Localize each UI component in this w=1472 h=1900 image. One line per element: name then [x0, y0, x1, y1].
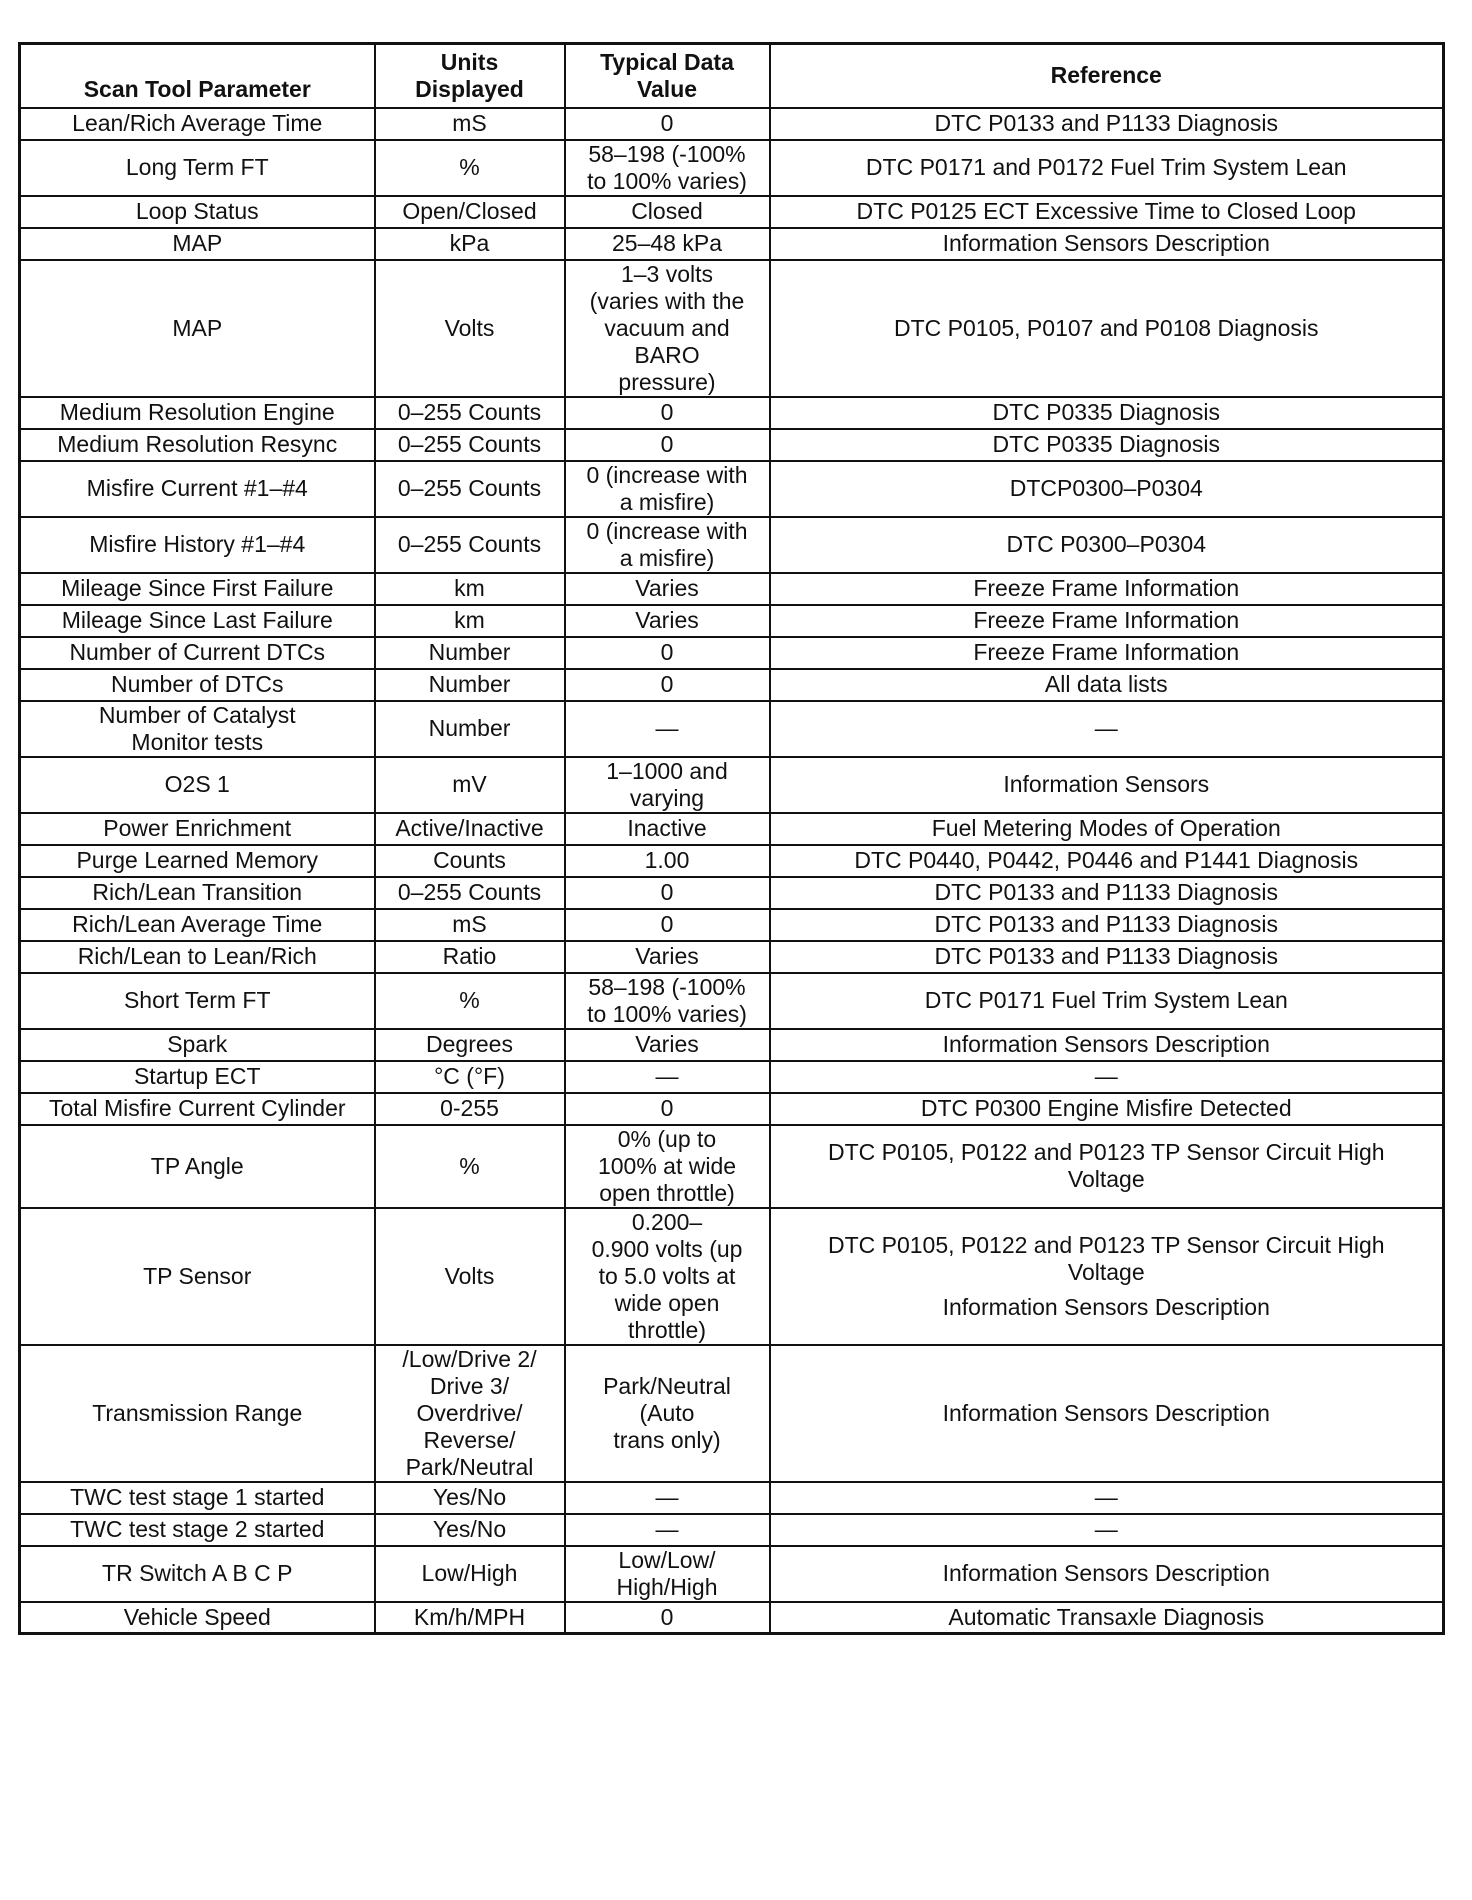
reference-line: DTC P0335 Diagnosis: [992, 399, 1221, 425]
reference-line: DTC P0133 and P1133 Diagnosis: [934, 879, 1278, 905]
cell-typical-data-value: Varies: [565, 605, 770, 637]
cell-typical-data-value: 0: [565, 669, 770, 701]
cell-reference: [770, 1029, 1444, 1061]
cell-typical-data-value: 25–48 kPa: [565, 228, 770, 260]
reference-line: DTC P0133 and P1133 Diagnosis: [934, 911, 1278, 937]
cell-units-displayed: Number: [375, 701, 565, 757]
cell-scan-tool-parameter: TP Angle: [20, 1125, 375, 1208]
cell-units-displayed: Open/Closed: [375, 196, 565, 228]
header-units-displayed: Units Displayed: [375, 44, 565, 108]
cell-units-displayed: mS: [375, 909, 565, 941]
cell-units-displayed: mS: [375, 108, 565, 140]
header-reference: Reference: [770, 44, 1444, 108]
cell-units-displayed: km: [375, 573, 565, 605]
table-row: [20, 397, 1444, 429]
cell-reference: [770, 260, 1444, 397]
cell-scan-tool-parameter: Vehicle Speed: [20, 1602, 375, 1634]
cell-reference: [770, 429, 1444, 461]
cell-units-displayed: 0–255 Counts: [375, 517, 565, 573]
table-row: [20, 973, 1444, 1029]
cell-reference: [770, 573, 1444, 605]
table-row: [20, 637, 1444, 669]
cell-scan-tool-parameter: Transmission Range: [20, 1345, 375, 1482]
cell-scan-tool-parameter: Mileage Since Last Failure: [20, 605, 375, 637]
cell-units-displayed: 0–255 Counts: [375, 397, 565, 429]
reference-line: Information Sensors Description: [942, 1031, 1270, 1057]
cell-reference: [770, 669, 1444, 701]
table-row: [20, 701, 1444, 757]
cell-units-displayed: km: [375, 605, 565, 637]
cell-units-displayed: 0–255 Counts: [375, 877, 565, 909]
cell-typical-data-value: —: [565, 1061, 770, 1093]
table-row: [20, 1061, 1444, 1093]
scan-tool-data-sheet: [18, 42, 1442, 1635]
reference-line: DTC P0300–P0304: [1006, 531, 1206, 557]
cell-reference: [770, 1125, 1444, 1208]
cell-typical-data-value: Low/Low/ High/High: [565, 1546, 770, 1602]
cell-scan-tool-parameter: Rich/Lean Transition: [20, 877, 375, 909]
reference-line: Freeze Frame Information: [973, 639, 1240, 665]
cell-typical-data-value: 0 (increase with a misfire): [565, 461, 770, 517]
cell-scan-tool-parameter: Power Enrichment: [20, 813, 375, 845]
cell-reference: [770, 1514, 1444, 1546]
reference-line: DTC P0105, P0107 and P0108 Diagnosis: [893, 314, 1319, 341]
reference-line: Information Sensors Description: [942, 1399, 1270, 1426]
cell-scan-tool-parameter: Long Term FT: [20, 140, 375, 196]
cell-scan-tool-parameter: MAP: [20, 260, 375, 397]
table-row: [20, 877, 1444, 909]
table-row: [20, 1602, 1444, 1634]
cell-units-displayed: Low/High: [375, 1546, 565, 1602]
cell-typical-data-value: Varies: [565, 1029, 770, 1061]
cell-reference: [770, 1602, 1444, 1634]
table-row: [20, 108, 1444, 140]
cell-typical-data-value: 0: [565, 1602, 770, 1634]
cell-typical-data-value: Varies: [565, 573, 770, 605]
cell-units-displayed: Active/Inactive: [375, 813, 565, 845]
cell-typical-data-value: 0: [565, 909, 770, 941]
table-row: [20, 1514, 1444, 1546]
cell-typical-data-value: Varies: [565, 941, 770, 973]
cell-scan-tool-parameter: TWC test stage 1 started: [20, 1482, 375, 1514]
table-row: [20, 669, 1444, 701]
reference-line: Fuel Metering Modes of Operation: [931, 815, 1281, 841]
cell-scan-tool-parameter: Misfire History #1–#4: [20, 517, 375, 573]
cell-reference: [770, 637, 1444, 669]
cell-scan-tool-parameter: Mileage Since First Failure: [20, 573, 375, 605]
table-row: [20, 1546, 1444, 1602]
cell-units-displayed: %: [375, 1125, 565, 1208]
cell-typical-data-value: —: [565, 701, 770, 757]
cell-typical-data-value: Closed: [565, 196, 770, 228]
table-row: [20, 573, 1444, 605]
cell-reference: [770, 228, 1444, 260]
reference-line: Information Sensors Description: [942, 1560, 1270, 1586]
reference-line: DTC P0133 and P1133 Diagnosis: [934, 943, 1278, 969]
cell-scan-tool-parameter: MAP: [20, 228, 375, 260]
table-row: [20, 845, 1444, 877]
reference-line: DTCP0300–P0304: [1009, 475, 1203, 501]
cell-units-displayed: Yes/No: [375, 1482, 565, 1514]
cell-typical-data-value: 1–1000 and varying: [565, 757, 770, 813]
cell-units-displayed: Km/h/MPH: [375, 1602, 565, 1634]
cell-reference: [770, 108, 1444, 140]
cell-reference: [770, 1061, 1444, 1093]
cell-scan-tool-parameter: Number of DTCs: [20, 669, 375, 701]
reference-line: All data lists: [1044, 671, 1168, 697]
cell-units-displayed: Number: [375, 669, 565, 701]
cell-units-displayed: mV: [375, 757, 565, 813]
cell-typical-data-value: Inactive: [565, 813, 770, 845]
cell-scan-tool-parameter: TP Sensor: [20, 1208, 375, 1345]
table-row: [20, 605, 1444, 637]
header-scan-tool-parameter: Scan Tool Parameter: [20, 44, 375, 108]
table-row: [20, 1125, 1444, 1208]
table-row: [20, 813, 1444, 845]
cell-scan-tool-parameter: Number of Catalyst Monitor tests: [20, 701, 375, 757]
cell-reference: [770, 877, 1444, 909]
table-row: [20, 1029, 1444, 1061]
cell-reference: [770, 397, 1444, 429]
cell-reference: [770, 605, 1444, 637]
reference-line: Information Sensors: [1003, 771, 1210, 797]
cell-scan-tool-parameter: TR Switch A B C P: [20, 1546, 375, 1602]
cell-typical-data-value: 0: [565, 1093, 770, 1125]
cell-units-displayed: 0-255: [375, 1093, 565, 1125]
reference-line: Information Sensors Description: [942, 230, 1270, 256]
cell-units-displayed: /Low/Drive 2/ Drive 3/ Overdrive/ Reverse/ Park/Neutral: [375, 1345, 565, 1482]
cell-typical-data-value: 0: [565, 397, 770, 429]
table-row: [20, 196, 1444, 228]
cell-scan-tool-parameter: Medium Resolution Resync: [20, 429, 375, 461]
cell-reference: [770, 845, 1444, 877]
cell-units-displayed: °C (°F): [375, 1061, 565, 1093]
reference-line: DTC P0105, P0122 and P0123 TP Sensor Circuit High Voltage: [827, 1139, 1385, 1192]
cell-typical-data-value: 0: [565, 877, 770, 909]
cell-typical-data-value: 58–198 (-100% to 100% varies): [565, 973, 770, 1029]
cell-units-displayed: Ratio: [375, 941, 565, 973]
cell-scan-tool-parameter: Purge Learned Memory: [20, 845, 375, 877]
reference-line: Automatic Transaxle Diagnosis: [948, 1603, 1265, 1630]
cell-reference: [770, 813, 1444, 845]
table-row: [20, 429, 1444, 461]
cell-units-displayed: Degrees: [375, 1029, 565, 1061]
cell-scan-tool-parameter: Loop Status: [20, 196, 375, 228]
reference-line: DTC P0171 Fuel Trim System Lean: [924, 987, 1288, 1013]
cell-reference: [770, 941, 1444, 973]
cell-reference: [770, 517, 1444, 573]
cell-units-displayed: 0–255 Counts: [375, 429, 565, 461]
cell-scan-tool-parameter: Short Term FT: [20, 973, 375, 1029]
reference-line: DTC P0105, P0122 and P0123 TP Sensor Circuit High Voltage: [827, 1231, 1385, 1285]
cell-units-displayed: Volts: [375, 260, 565, 397]
cell-reference: [770, 757, 1444, 813]
cell-reference: [770, 140, 1444, 196]
scan-tool-data-table: [18, 42, 1445, 1635]
cell-scan-tool-parameter: O2S 1: [20, 757, 375, 813]
table-row: [20, 941, 1444, 973]
reference-line: Information Sensors Description: [942, 1293, 1270, 1320]
cell-scan-tool-parameter: Lean/Rich Average Time: [20, 108, 375, 140]
cell-typical-data-value: —: [565, 1482, 770, 1514]
table-row: [20, 909, 1444, 941]
cell-scan-tool-parameter: Startup ECT: [20, 1061, 375, 1093]
cell-units-displayed: %: [375, 973, 565, 1029]
cell-reference: [770, 1546, 1444, 1602]
cell-reference: [770, 461, 1444, 517]
reference-line: DTC P0300 Engine Misfire Detected: [920, 1095, 1292, 1121]
reference-line: DTC P0335 Diagnosis: [992, 431, 1221, 457]
reference-line: —: [1094, 715, 1118, 741]
cell-typical-data-value: 0: [565, 108, 770, 140]
cell-typical-data-value: 1.00: [565, 845, 770, 877]
cell-typical-data-value: 0: [565, 429, 770, 461]
reference-line: —: [1094, 1516, 1118, 1542]
header-row: [20, 44, 1444, 108]
table-body: [20, 108, 1444, 1634]
table-row: [20, 517, 1444, 573]
table-row: [20, 1093, 1444, 1125]
cell-reference: [770, 973, 1444, 1029]
cell-units-displayed: 0–255 Counts: [375, 461, 565, 517]
table-row: [20, 1482, 1444, 1514]
reference-line: Freeze Frame Information: [973, 607, 1240, 633]
cell-reference: [770, 909, 1444, 941]
cell-typical-data-value: 0: [565, 637, 770, 669]
cell-reference: [770, 1093, 1444, 1125]
table-row: [20, 260, 1444, 397]
reference-line: —: [1094, 1484, 1118, 1510]
cell-scan-tool-parameter: Medium Resolution Engine: [20, 397, 375, 429]
header-typical-data-value: Typical Data Value: [565, 44, 770, 108]
cell-reference: [770, 1482, 1444, 1514]
cell-units-displayed: Counts: [375, 845, 565, 877]
reference-line: DTC P0133 and P1133 Diagnosis: [934, 110, 1278, 136]
cell-scan-tool-parameter: TWC test stage 2 started: [20, 1514, 375, 1546]
reference-line: Freeze Frame Information: [973, 575, 1240, 601]
cell-typical-data-value: —: [565, 1514, 770, 1546]
table-row: [20, 228, 1444, 260]
cell-units-displayed: %: [375, 140, 565, 196]
cell-typical-data-value: 58–198 (-100% to 100% varies): [565, 140, 770, 196]
cell-reference: [770, 1345, 1444, 1482]
cell-scan-tool-parameter: Misfire Current #1–#4: [20, 461, 375, 517]
cell-scan-tool-parameter: Number of Current DTCs: [20, 637, 375, 669]
cell-units-displayed: Number: [375, 637, 565, 669]
cell-units-displayed: Yes/No: [375, 1514, 565, 1546]
cell-typical-data-value: Park/Neutral (Auto trans only): [565, 1345, 770, 1482]
cell-scan-tool-parameter: Spark: [20, 1029, 375, 1061]
cell-typical-data-value: 0% (up to 100% at wide open throttle): [565, 1125, 770, 1208]
cell-reference: [770, 1208, 1444, 1345]
cell-reference: [770, 701, 1444, 757]
cell-scan-tool-parameter: Total Misfire Current Cylinder: [20, 1093, 375, 1125]
cell-reference: [770, 196, 1444, 228]
cell-typical-data-value: 0.200– 0.900 volts (up to 5.0 volts at wide open throttle): [565, 1208, 770, 1345]
table-row: [20, 757, 1444, 813]
reference-line: —: [1094, 1063, 1118, 1089]
reference-line: DTC P0125 ECT Excessive Time to Closed Loop: [856, 198, 1356, 224]
reference-line: DTC P0440, P0442, P0446 and P1441 Diagnosis: [854, 847, 1359, 873]
cell-typical-data-value: 1–3 volts (varies with the vacuum and BARO pressure): [565, 260, 770, 397]
cell-typical-data-value: 0 (increase with a misfire): [565, 517, 770, 573]
table-row: [20, 140, 1444, 196]
cell-units-displayed: Volts: [375, 1208, 565, 1345]
reference-line: DTC P0171 and P0172 Fuel Trim System Lean: [865, 154, 1347, 180]
table-row: [20, 461, 1444, 517]
table-header: [20, 44, 1444, 108]
cell-scan-tool-parameter: Rich/Lean to Lean/Rich: [20, 941, 375, 973]
cell-units-displayed: kPa: [375, 228, 565, 260]
table-row: [20, 1208, 1444, 1345]
cell-scan-tool-parameter: Rich/Lean Average Time: [20, 909, 375, 941]
table-row: [20, 1345, 1444, 1482]
